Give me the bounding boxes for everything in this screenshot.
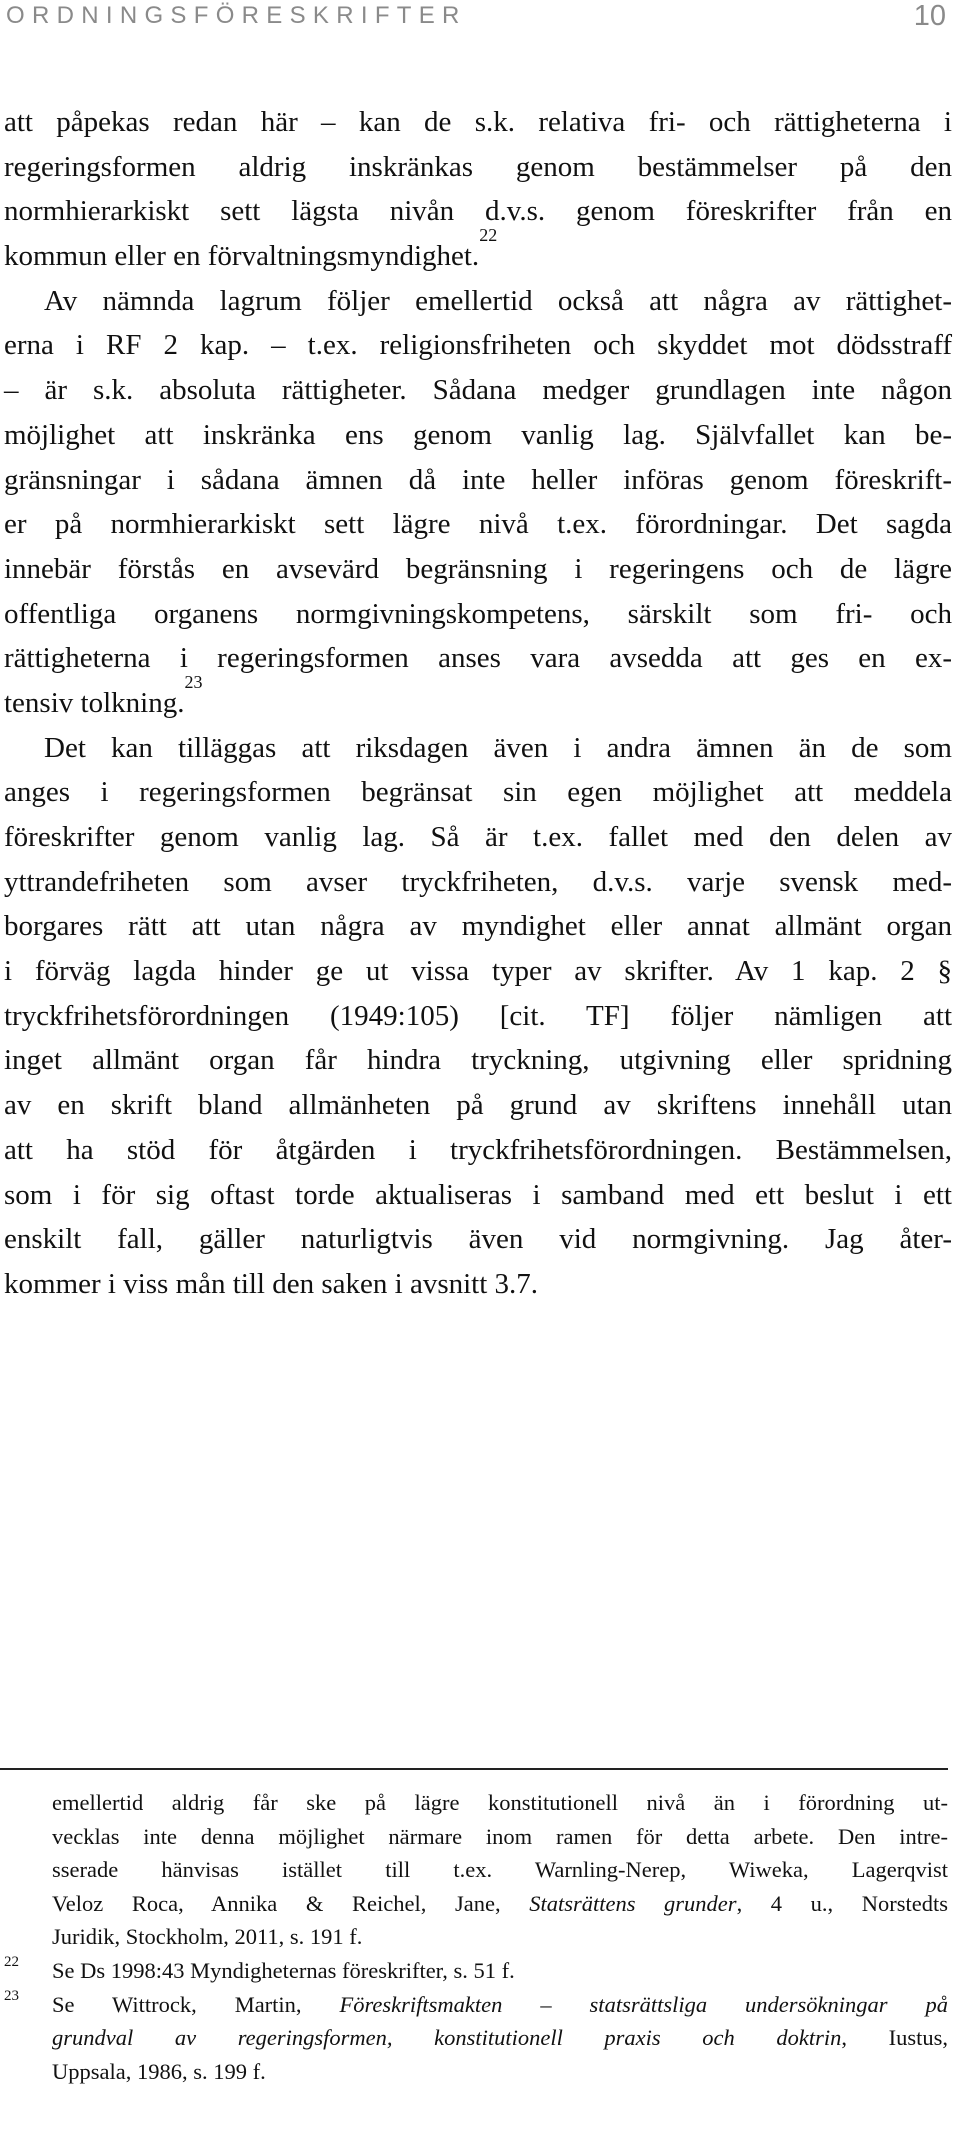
footnote-text: emellertid aldrig får ske på lägre konstitutionell nivå än i förordning ut- — [52, 1790, 948, 1815]
footnote-line — [4, 1786, 948, 1820]
footnote-italic-title: Statsrättens grunder — [529, 1890, 737, 1916]
running-header — [0, 0, 960, 40]
body-line — [4, 279, 952, 324]
footnote-italic-title: grundval av regeringsformen, konstitutionell praxis och doktrin — [52, 2025, 842, 2051]
footnote-number: 23 — [4, 1987, 19, 2004]
body-line-text: innebär förstås en avsevärd begränsning i regeringens och de lägre — [4, 552, 952, 585]
body-line-text: möjlighet att inskränka ens genom vanlig lag. Självfallet kan be- — [4, 418, 952, 451]
footnote-line — [4, 2021, 948, 2055]
body-line — [4, 636, 952, 681]
footnote-line — [4, 1820, 948, 1854]
body-line-text: anges i regeringsformen begränsat sin egen möjlighet att meddela — [4, 776, 952, 809]
body-line — [4, 502, 952, 547]
body-line — [4, 1128, 952, 1173]
body-line-text: yttrandefriheten som avser tryckfriheten, d.v.s. varje svensk med- — [4, 865, 952, 898]
body-line-text: regeringsformen aldrig inskränkas genom bestämmelser på den — [4, 150, 952, 183]
body-line-text: kommun eller en förvaltningsmyndighet. — [4, 240, 480, 273]
body-line-text: erna i RF 2 kap. – t.ex. religionsfriheten och skyddet mot dödsstraff — [4, 329, 952, 362]
body-line — [4, 592, 952, 637]
body-line — [4, 1217, 952, 1262]
footnote-text: , Iustus, — [841, 2025, 948, 2051]
footnote-text: Se Wittrock, Martin, — [52, 1991, 340, 2017]
body-line-text: tensiv tolkning. — [4, 686, 185, 719]
body-line — [4, 815, 952, 860]
body-line-text: gränsningar i sådana ämnen då inte heller införas genom föreskrift- — [4, 463, 952, 496]
body-text — [4, 100, 952, 1307]
body-line-text: – är s.k. absoluta rättigheter. Sådana medger grundlagen inte någon — [4, 374, 952, 407]
body-line — [4, 994, 952, 1039]
body-line — [4, 1262, 952, 1307]
body-line — [4, 145, 952, 190]
footnote-text: sserade hänvisas istället till t.ex. Warnling-Nerep, Wiweka, Lagerqvist — [52, 1857, 948, 1883]
footnote-text: vecklas inte denna möjlighet närmare inom ramen för detta arbete. Den intre- — [52, 1823, 948, 1849]
body-line — [4, 413, 952, 458]
body-line — [4, 100, 952, 145]
footnotes — [4, 1786, 948, 2088]
footnote-reference: 22 — [479, 225, 498, 246]
footnote-text: Veloz Roca, Annika & Reichel, Jane, — [52, 1890, 530, 1916]
body-line-text: inget allmänt organ får hindra tryckning, utgivning eller spridning — [4, 1044, 952, 1077]
footnote-text: , 4 u., Norstedts — [736, 1890, 949, 1916]
body-line-text: att påpekas redan här – kan de s.k. relativa fri- och rättigheterna i — [4, 106, 952, 138]
page-number: 10 — [913, 0, 946, 32]
body-line — [4, 1173, 952, 1218]
body-line-text: normhierarkiskt sett lägsta nivån d.v.s. genom föreskrifter från en — [4, 195, 952, 228]
footnote-italic-title: Föreskriftsmakten – statsrättsliga undersökningar på — [339, 1991, 948, 2017]
footnote-line — [4, 1887, 948, 1921]
footnote-reference: 23 — [184, 672, 203, 693]
footnote-number: 22 — [4, 1953, 19, 1970]
body-line-text: föreskrifter genom vanlig lag. Så är t.ex. fallet med den delen av — [4, 821, 952, 853]
footnote-text: Se Ds 1998:43 Myndigheternas föreskrifter, s. 51 f. — [52, 1957, 515, 1983]
footnote-line — [4, 1954, 948, 1988]
body-line-text: i förväg lagda hinder ge ut vissa typer av skrifter. Av 1 kap. 2 § — [4, 955, 952, 988]
body-line — [4, 672, 952, 726]
body-line — [4, 323, 952, 368]
body-line-text: rättigheterna i regeringsformen anses vara avsedda att ges en ex- — [4, 642, 952, 675]
body-line — [4, 726, 952, 771]
body-line-text: offentliga organens normgivningskompetens, särskilt som fri- och — [4, 597, 952, 630]
body-line — [4, 547, 952, 592]
body-line-text: som i för sig oftast torde aktualiseras i samband med ett beslut i ett — [4, 1178, 952, 1211]
running-header-title: ORDNINGSFÖRESKRIFTER — [6, 2, 467, 29]
footnote-separator — [0, 1768, 948, 1770]
body-line — [4, 368, 952, 413]
body-line — [4, 1038, 952, 1083]
body-line-text: av en skrift bland allmänheten på grund av skriftens innehåll utan — [4, 1089, 952, 1122]
body-line — [4, 770, 952, 815]
footnote-line — [4, 1920, 948, 1954]
body-line — [4, 949, 952, 994]
body-line-text: enskilt fall, gäller naturligtvis även vid normgivning. Jag åter- — [4, 1223, 952, 1256]
body-line-text: Av nämnda lagrum följer emellertid också att några av rättighet- — [44, 284, 952, 317]
body-line — [4, 904, 952, 949]
body-line-text: Det kan tilläggas att riksdagen även i andra ämnen än de som — [44, 731, 952, 764]
body-line — [4, 458, 952, 503]
body-line — [4, 225, 952, 279]
footnote-line — [4, 1988, 948, 2022]
footnote-text: Uppsala, 1986, s. 199 f. — [52, 2058, 266, 2084]
body-line-text: er på normhierarkiskt sett lägre nivå t.ex. förordningar. Det sagda — [4, 508, 952, 541]
body-line — [4, 860, 952, 905]
footnote-line — [4, 2055, 948, 2089]
body-line — [4, 1083, 952, 1128]
body-line-text: borgares rätt att utan några av myndighet eller annat allmänt organ — [4, 910, 952, 943]
body-line-text: kommer i viss mån till den saken i avsnitt 3.7. — [4, 1267, 539, 1300]
body-line-text: tryckfrihetsförordningen (1949:105) [cit. TF] följer nämligen att — [4, 999, 952, 1032]
footnote-line — [4, 1853, 948, 1887]
body-line-text: att ha stöd för åtgärden i tryckfrihetsförordningen. Bestämmelsen, — [4, 1133, 952, 1166]
body-line — [4, 189, 952, 234]
footnote-text: Juridik, Stockholm, 2011, s. 191 f. — [52, 1924, 363, 1950]
